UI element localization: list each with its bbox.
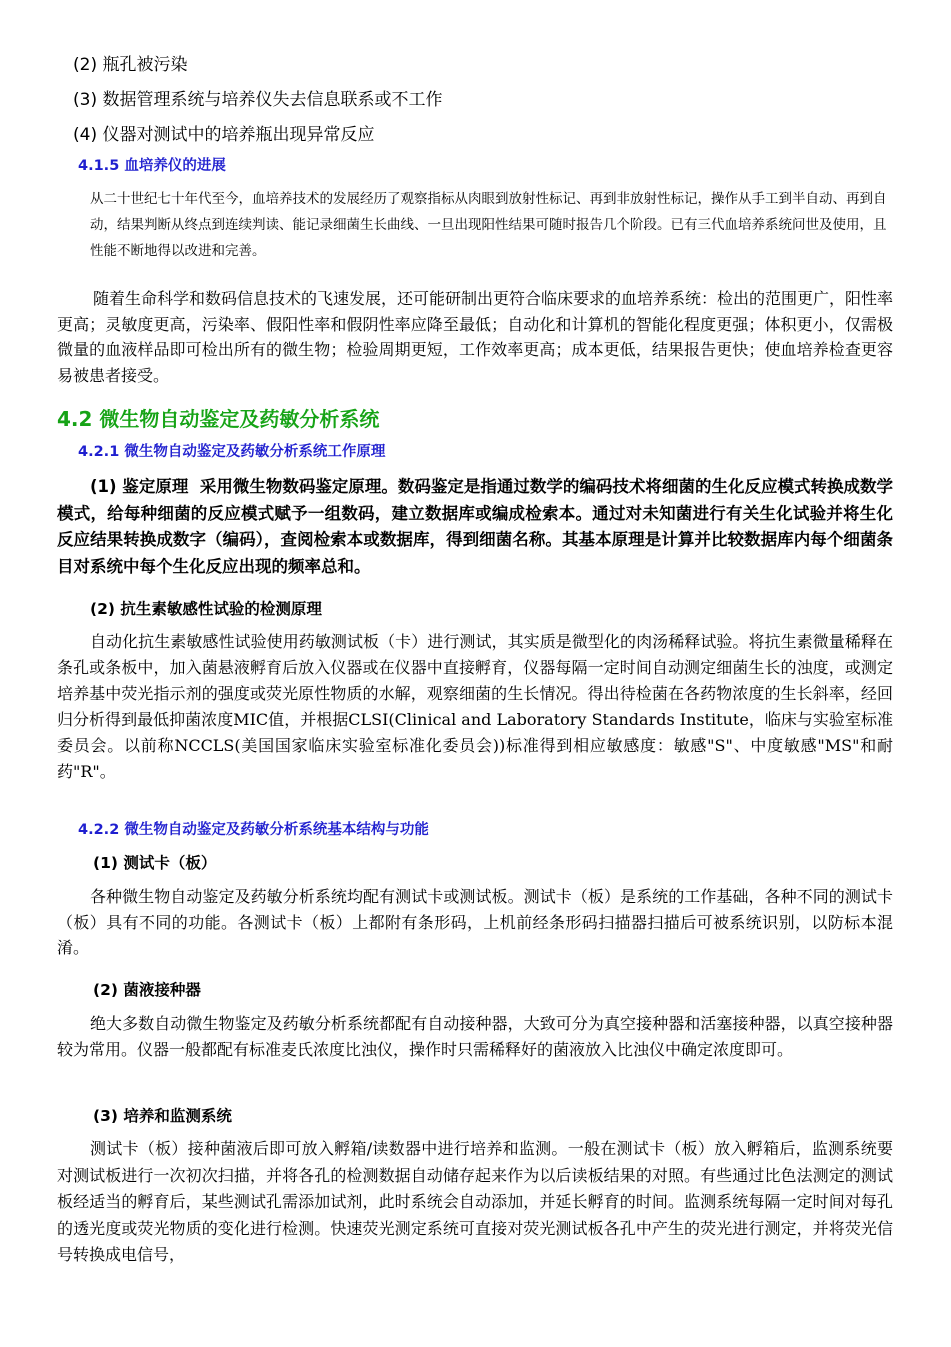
paragraph-incubation-monitoring: 测试卡（板）接种菌液后即可放入孵箱/读数器中进行培养和监测。一般在测试卡（板）放入孵箱后，监测系统要对测试板进行一次初次扫描，并将各孔的检测数据自动储存起来作为以后读板结果的对照。有些通过比色法测定的测试板经适当的孵育后，某些测试孔需添加试剂，此时系统会自动添加，并延长孵育的时间。监测系统每隔一定时间对每孔的透光度或荧光物质的变化进行检测。快速荧光测定系统可直接对荧光测试板各孔中产生的荧光进行测定，并将荧光信号转换成电信号， (57, 1139, 893, 1264)
paragraph-history: 从二十世纪七十年代至今，血培养技术的发展经历了观察指标从肉眼到放射性标记、再到非放射性标记，操作从手工到半自动、再到自动，结果判断从终点到连续判读、能记录细菌生长曲线、一旦出现阳性结果可随时报告几个阶段。已有三代血培养系统问世及使用，且性能不断地得以改进和完善。 (90, 191, 887, 259)
paragraph-identification-principle (57, 474, 893, 580)
paragraph-inoculator: 绝大多数自动微生物鉴定及药敏分析系统都配有自动接种器，大致可分为真空接种器和活塞接种器，以真空接种器较为常用。仪器一般都配有标准麦氏浓度比浊仪，操作时只需稀释好的菌液放入比浊仪中确定浓度即可。 (57, 1014, 893, 1059)
paragraph-outlook: 随着生命科学和数码信息技术的飞速发展，还可能研制出更符合临床要求的血培养系统：检出的范围更广，阳性率更高；灵敏度更高，污染率、假阳性率和假阴性率应降至最低；自动化和计算机的智能化程度更强；体积更小，仅需极微量的血液样品即可检出所有的微生物；检验周期更短，工作效率更高；成本更低，结果报告更快；使血培养检查更容易被患者接受。 (57, 289, 894, 386)
subheading-susceptibility-principle: (2) 抗生素敏感性试验的检测原理 (90, 600, 322, 618)
subheading-test-card: (1) 测试卡（板） (93, 854, 217, 872)
section-heading-4-1-5: 4.1.5 血培养仪的进展 (78, 158, 226, 174)
list-item: (2) 瓶孔被污染 (73, 55, 188, 75)
lead-identification-principle: (1) 鉴定原理 (90, 477, 189, 496)
section-heading-4-2-1: 4.2.1 微生物自动鉴定及药敏分析系统工作原理 (78, 444, 386, 460)
section-heading-4-2: 4.2 微生物自动鉴定及药敏分析系统 (57, 407, 380, 431)
text-identification-principle: 采用微生物数码鉴定原理。数码鉴定是指通过数学的编码技术将细菌的生化反应模式转换成数学模式，给每种细菌的反应模式赋予一组数码，建立数据库或编成检索本。通过对未知菌进行有关生化试验并将生化反应结果转换成数字（编码），查阅检索本或数据库，得到细菌名称。其基本原理是计算并比较数据库内每个细菌条目对系统中每个生化反应出现的频率总和。 (57, 477, 893, 576)
paragraph-susceptibility-principle: 自动化抗生素敏感性试验使用药敏测试板（卡）进行测试，其实质是微型化的肉汤稀释试验。将抗生素微量稀释在条孔或条板中，加入菌悬液孵育后放入仪器或在仪器中直接孵育，仪器每隔一定时间自动测定细菌生长的浊度，或测定培养基中荧光指示剂的强度或荧光原性物质的水解，观察细菌的生长情况。得出待检菌在各药物浓度的生长斜率，经回归分析得到最低抑菌浓度MIC值，并根据CLSI(Clinical and Laboratory Standards Institute，临床与实验室标准委员会。以前称NCCLS(美国国家临床实验室标准化委员会))标准得到相应敏感度：敏感"S"、中度敏感"MS"和耐药"R"。 (57, 632, 893, 781)
paragraph-test-card: 各种微生物自动鉴定及药敏分析系统均配有测试卡或测试板。测试卡（板）是系统的工作基础，各种不同的测试卡（板）具有不同的功能。各测试卡（板）上都附有条形码，上机前经条形码扫描器扫描后可被系统识别，以防标本混淆。 (57, 887, 893, 958)
subheading-incubation-monitoring: (3) 培养和监测系统 (93, 1107, 232, 1125)
list-item: (3) 数据管理系统与培养仪失去信息联系或不工作 (73, 90, 443, 110)
subheading-inoculator: (2) 菌液接种器 (93, 981, 201, 999)
section-heading-4-2-2: 4.2.2 微生物自动鉴定及药敏分析系统基本结构与功能 (78, 822, 429, 838)
list-item: (4) 仪器对测试中的培养瓶出现异常反应 (73, 125, 375, 145)
